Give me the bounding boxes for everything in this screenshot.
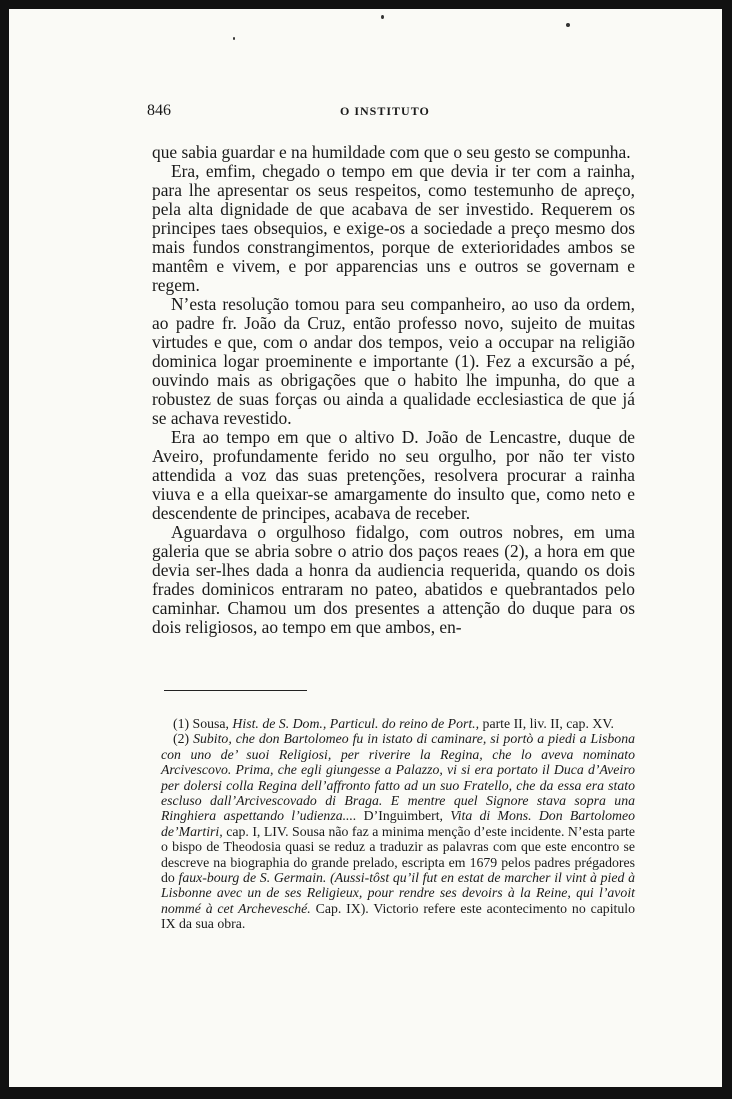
footnotes — [161, 716, 635, 932]
footnote-title: Hist. de S. Dom., Particul. do reino de Port., — [232, 716, 480, 731]
paragraph: Era ao tempo em que o altivo D. João de Lencastre, duque de Aveiro, profundamente ferido no seu orgulho, por não ter visto attendida a voz das suas pretenções, resolvera procurar a rainha viuva e a ella queixar-se amargamente do insulto que, como neto e descendente de principes, acabava de receber. — [152, 427, 635, 523]
scan-speck — [566, 23, 570, 27]
footnote-author: Sousa, — [192, 716, 229, 731]
paragraph: Era, emfim, chegado o tempo em que devia ir ter com a rainha, para lhe apresentar os seus respeitos, como testemunho de apreço, pela alta dignidade de que acabava de ser investido. Requerem os principes taes obsequios, e exige-os a sociedade a preço mesmo dos mais fundos constrangimentos, porque de exterioridades ambos se mantêm e vivem, e por apparencias uns e outros se governam e regem. — [152, 161, 635, 295]
paragraph: Aguardava o orgulhoso fidalgo, com outros nobres, em uma galeria que se abria sobre o atrio dos paços reaes (2), a hora em que devia ser-lhes dada a honra da audiencia requerida, quando os dois frades dominicos entraram no pateo, abatidos e quebrantados pelo caminhar. Chamou um dos presentes a attenção do duque para os dois religiosos, ao tempo em que ambos, en- — [152, 522, 635, 637]
footnote-source-author: D’Inguimbert, — [363, 808, 443, 824]
footnote-text: Sousa não faz a minima menção d’este incidente. N’esta parte o bispo de Theodosia quasi se reduz a traduzir as palavras com que este encontro se descreve na biographia do grande prelado, escripta em 1679 pelos padres prégadores do — [161, 823, 636, 886]
footnote-1 — [161, 716, 635, 731]
footnote-text: Cap. IX). Victorio refere este acontecimento no capitulo IX da sua obra. — [161, 900, 636, 932]
page-header — [9, 102, 722, 122]
footnote-french-quote: (Aussi-tôst qu’il fut en estat de marcher il vint à pied à Lisbonne avec un de ses Religieux, pour rendre ses devoirs à la Reine, qui l’avoit nommé à cet Archevesché. — [161, 870, 636, 916]
book-page — [9, 9, 722, 1087]
body-text — [152, 143, 635, 637]
scan-speck — [381, 15, 384, 19]
footnote-source-ref: cap. I, LIV. — [226, 823, 289, 839]
footnote-ref: parte II, liv. II, cap. XV. — [482, 716, 614, 731]
running-title: O INSTITUTO — [340, 104, 430, 118]
footnote-marker: (2) — [173, 731, 190, 747]
scan-speck — [233, 37, 235, 40]
footnote-place: faux-bourg de S. Germain. — [178, 870, 327, 886]
footnote-marker: (1) — [173, 716, 190, 731]
footnote-2 — [161, 731, 635, 931]
paragraph: N’esta resolução tomou para seu companheiro, ao uso da ordem, ao padre fr. João da Cruz, então professo novo, sujeito de muitas virtudes e que, com o andar dos tempos, veio a occupar na religião dominica logar proeminente e importante (1). Fez a excursão a pé, ouvindo mais as obrigações que o habito lhe impunha, do que a robustez de suas forças ou ainda a qualidade ecclesiastica de que já se achava revestido. — [152, 294, 635, 428]
page-number: 846 — [147, 102, 171, 119]
footnote-rule — [164, 690, 307, 691]
footnote-quote: Subito, che don Bartolomeo fu in istato di caminare, si portò a piedi a Lisbona con uno de’ suoi Religiosi, per riverire la Regina, che lo aveva nominato Arcivescovo. Prima, che egli giungesse a Palazzo, vi si era portato il Duca d’Aveiro per dolersi colla Regina dell’affronto fatto ad un suo Fratello, che da essa era stato escluso dall’Arcivescovado di Braga. E mentre quel Signore stava sopra una Ringhiera aspettando l’udienza.... — [161, 731, 635, 824]
paragraph: que sabia guardar e na humildade com que o seu gesto se compunha. — [152, 142, 631, 162]
footnote-source-title: Vita di Mons. Don Bartolomeo de’Martiri, — [161, 808, 636, 839]
